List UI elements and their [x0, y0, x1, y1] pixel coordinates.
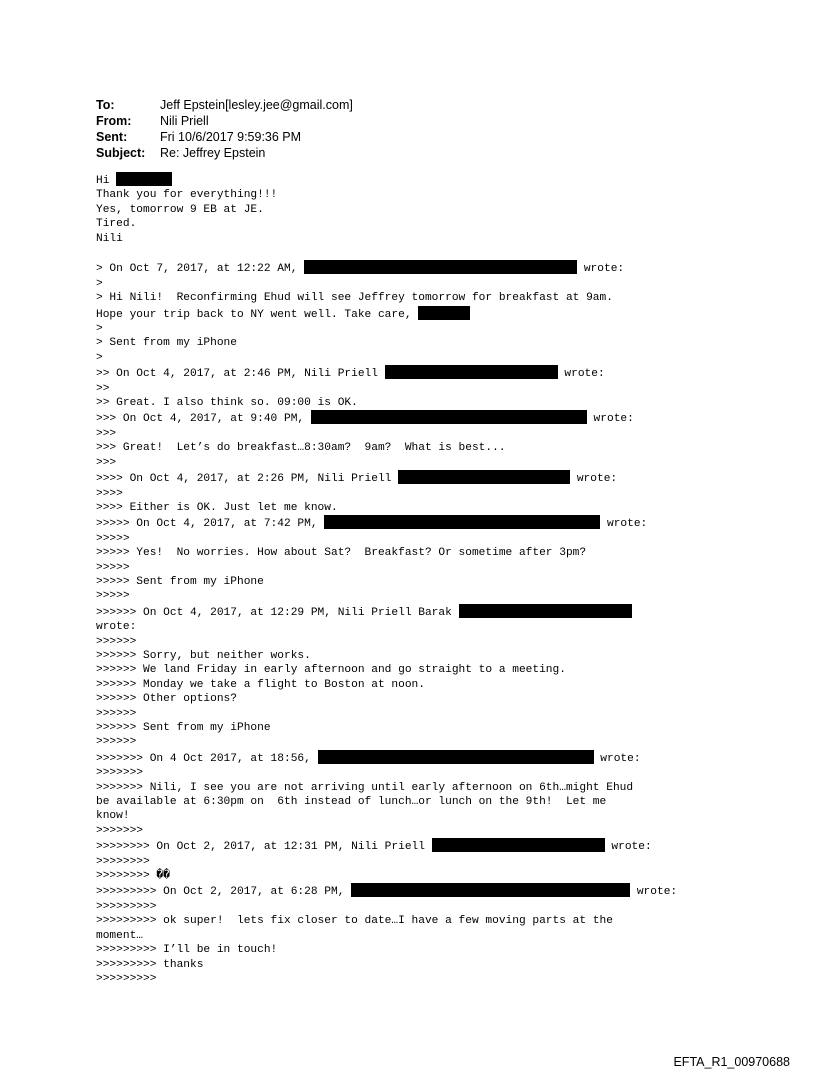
- email-line: [96, 260, 736, 276]
- line-text: Hope your trip back to NY went well. Take care,: [96, 308, 419, 321]
- email-line: [96, 707, 736, 721]
- email-line: [96, 972, 736, 986]
- line-text: know!: [96, 810, 130, 823]
- line-text: >>>>>> Sorry, but neither works.: [96, 649, 311, 662]
- line-text: wrote:: [604, 841, 652, 854]
- email-line: [96, 322, 736, 336]
- line-text: >>>>>>>: [96, 824, 143, 837]
- line-text: >>>>>>> On 4 Oct 2017, at 18:56,: [96, 752, 318, 765]
- email-line: [96, 456, 736, 470]
- line-text: >>>>>> Sent from my iPhone: [96, 722, 271, 735]
- email-line: [96, 515, 736, 531]
- line-text: >> Great. I also think so. 09:00 is OK.: [96, 397, 358, 410]
- email-line: [96, 795, 736, 809]
- email-line: [96, 172, 736, 188]
- email-line: [96, 203, 736, 217]
- line-text: >>>>>>>>> ok super! lets fix closer to date…I have a few moving parts at the: [96, 915, 613, 928]
- from-row: [96, 113, 353, 129]
- line-text: >>>>>>>>> thanks: [96, 958, 204, 971]
- line-text: >>>>>>>: [96, 767, 143, 780]
- line-text: be available at 6:30pm on 6th instead of lunch…or lunch on the 9th! Let me: [96, 796, 607, 809]
- line-text: >>>>> Sent from my iPhone: [96, 575, 264, 588]
- line-text: >>>>>> Monday we take a flight to Boston at noon.: [96, 678, 425, 691]
- subject-row: [96, 145, 353, 161]
- email-line: [96, 735, 736, 749]
- email-line: [96, 532, 736, 546]
- line-text: >>>>>> Other options?: [96, 693, 237, 706]
- redaction-box: [324, 515, 600, 529]
- email-line: [96, 410, 736, 426]
- line-text: >>>>>>>>>: [96, 900, 157, 913]
- email-line: [96, 721, 736, 735]
- line-text: >>>> Either is OK. Just let me know.: [96, 501, 338, 514]
- redaction-box: [311, 410, 587, 424]
- redaction-box: [459, 604, 632, 618]
- redaction-box: [418, 306, 470, 320]
- line-text: > Hi Nili! Reconfirming Ehud will see Jeffrey tomorrow for breakfast at 9am.: [96, 292, 613, 305]
- line-text: >>>>> On Oct 4, 2017, at 7:42 PM,: [96, 518, 325, 531]
- subject-value: Re: Jeffrey Epstein: [160, 146, 266, 160]
- email-line: [96, 396, 736, 410]
- line-text: >> On Oct 4, 2017, at 2:46 PM, Nili Priell: [96, 368, 385, 381]
- subject-label: Subject:: [96, 146, 146, 160]
- email-line: [96, 501, 736, 515]
- email-line: [96, 382, 736, 396]
- line-text: >>: [96, 382, 110, 395]
- email-line: [96, 620, 736, 634]
- email-line: [96, 291, 736, 305]
- email-line: [96, 351, 736, 365]
- email-line: [96, 929, 736, 943]
- email-line: [96, 750, 736, 766]
- line-text: wrote:: [630, 886, 678, 899]
- email-line: [96, 855, 736, 869]
- line-text: >>>>>> On Oct 4, 2017, at 12:29 PM, Nili Priell Barak: [96, 606, 459, 619]
- line-text: wrote:: [600, 518, 648, 531]
- line-text: >: [96, 351, 103, 364]
- line-text: wrote:: [96, 621, 137, 634]
- email-line: [96, 914, 736, 928]
- email-line: [96, 306, 736, 322]
- line-text: moment…: [96, 929, 143, 942]
- email-line: [96, 365, 736, 381]
- email-line: [96, 277, 736, 291]
- line-text: wrote:: [586, 413, 634, 426]
- from-label: From:: [96, 114, 132, 128]
- email-line: [96, 604, 736, 620]
- email-line: [96, 943, 736, 957]
- line-text: >>>>>>: [96, 635, 137, 648]
- email-line: [96, 809, 736, 823]
- email-line: [96, 470, 736, 486]
- redaction-box: [385, 365, 558, 379]
- line-text: >>>>>: [96, 532, 130, 545]
- redaction-box: [116, 172, 172, 186]
- email-line: [96, 883, 736, 899]
- email-line: [96, 838, 736, 854]
- email-line: [96, 336, 736, 350]
- email-line: [96, 427, 736, 441]
- email-line: [96, 635, 736, 649]
- to-label: To:: [96, 98, 115, 112]
- redaction-box: [304, 260, 577, 274]
- email-header: [96, 97, 353, 161]
- email-line: [96, 663, 736, 677]
- document-id: EFTA_R1_00970688: [673, 1055, 790, 1069]
- line-text: >>>>>>: [96, 707, 137, 720]
- email-line: [96, 958, 736, 972]
- line-text: >>> Great! Let’s do breakfast…8:30am? 9am? What is best...: [96, 442, 506, 455]
- line-text: >>>>: [96, 487, 123, 500]
- email-line: [96, 546, 736, 560]
- line-text: >>>>>> We land Friday in early afternoon and go straight to a meeting.: [96, 664, 566, 677]
- line-text: Yes, tomorrow 9 EB at JE.: [96, 203, 264, 216]
- email-line: [96, 766, 736, 780]
- line-text: >>>>>>>> ��: [96, 870, 170, 883]
- line-text: >>>>>>> Nili, I see you are not arriving until early afternoon on 6th…might Ehud: [96, 781, 634, 794]
- email-line: [96, 649, 736, 663]
- to-row: [96, 97, 353, 113]
- line-text: >>>>>: [96, 561, 130, 574]
- line-text: >: [96, 277, 103, 290]
- redaction-box: [398, 470, 570, 484]
- email-line: [96, 900, 736, 914]
- line-text: wrote:: [593, 752, 641, 765]
- email-line: [96, 824, 736, 838]
- email-line: [96, 232, 736, 246]
- email-line: [96, 869, 736, 883]
- redaction-box: [351, 883, 630, 897]
- email-line: [96, 692, 736, 706]
- line-text: >>>>>>>> On Oct 2, 2017, at 12:31 PM, Nili Priell: [96, 841, 432, 854]
- line-text: >>>>>>>>>: [96, 972, 157, 985]
- line-text: Hi: [96, 175, 117, 187]
- line-text: >>>>>: [96, 590, 130, 603]
- email-line: [96, 217, 736, 231]
- sent-row: [96, 129, 353, 145]
- redaction-box: [432, 838, 605, 852]
- line-text: >>>>>>>>: [96, 855, 150, 868]
- line-text: >>>>>>>>> On Oct 2, 2017, at 6:28 PM,: [96, 886, 352, 899]
- email-line: [96, 188, 736, 202]
- email-line: [96, 781, 736, 795]
- line-text: >>> On Oct 4, 2017, at 9:40 PM,: [96, 413, 311, 426]
- sent-value: Fri 10/6/2017 9:59:36 PM: [160, 130, 302, 144]
- line-text: wrote:: [570, 473, 618, 486]
- email-line: [96, 589, 736, 603]
- line-text: >>>>> Yes! No worries. How about Sat? Breakfast? Or sometime after 3pm?: [96, 547, 587, 560]
- line-text: >>>: [96, 456, 117, 469]
- line-text: Tired.: [96, 218, 137, 231]
- email-line: [96, 561, 736, 575]
- line-text: Nili: [96, 232, 123, 245]
- email-body: [96, 172, 736, 986]
- line-text: Thank you for everything!!!: [96, 189, 278, 202]
- line-text: >>>>>>>>> I’ll be in touch!: [96, 944, 278, 957]
- line-text: > On Oct 7, 2017, at 12:22 AM,: [96, 263, 305, 276]
- line-text: wrote:: [557, 368, 605, 381]
- to-value: Jeff Epstein[lesley.jee@gmail.com]: [160, 98, 353, 112]
- redaction-box: [318, 750, 594, 764]
- line-text: wrote:: [577, 263, 625, 276]
- from-value: Nili Priell: [160, 114, 209, 128]
- email-line: [96, 678, 736, 692]
- email-line: [96, 487, 736, 501]
- line-text: >>>> On Oct 4, 2017, at 2:26 PM, Nili Priell: [96, 473, 399, 486]
- line-text: > Sent from my iPhone: [96, 337, 237, 350]
- sent-label: Sent:: [96, 130, 128, 144]
- line-text: >>>: [96, 427, 117, 440]
- email-line: [96, 575, 736, 589]
- line-text: >>>>>>: [96, 736, 137, 749]
- email-line: [96, 441, 736, 455]
- email-line: [96, 246, 736, 260]
- line-text: >: [96, 323, 103, 336]
